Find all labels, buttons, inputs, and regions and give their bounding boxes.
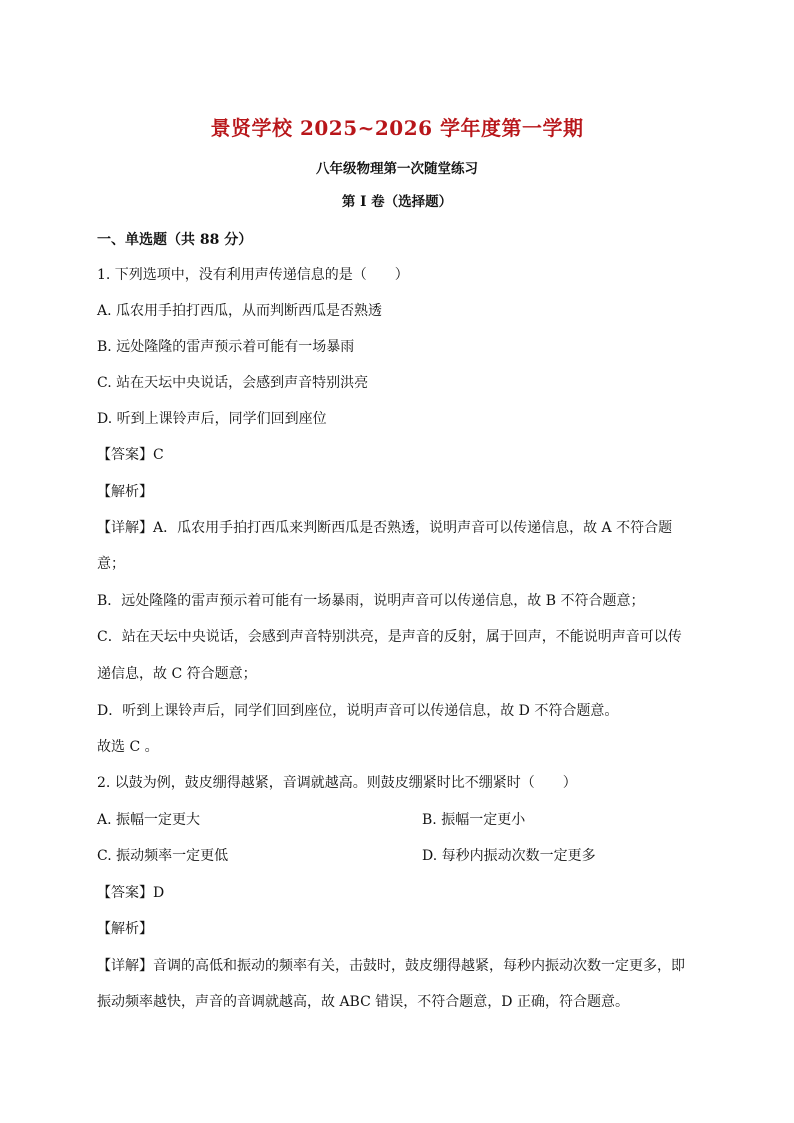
section-heading: 一、单选题（共 88 分） <box>97 232 253 248</box>
q1-detail-line: B．远处隆隆的雷声预示着可能有一场暴雨，说明声音可以传递信息，故 B 不符合题意； <box>97 593 645 609</box>
q1-detail-line: D．听到上课铃声后，同学们回到座位，说明声音可以传递信息，故 D 不符合题意。 <box>97 703 619 719</box>
q2-detail-line: 振动频率越快，声音的音调就越高，故 ABC 错误，不符合题意，D 正确，符合题意。 <box>97 994 629 1010</box>
q2-stem: 2. 以鼓为例，鼓皮绷得越紧，音调就越高。则鼓皮绷紧时比不绷紧时（ ） <box>97 775 577 791</box>
q1-option-b: B. 远处隆隆的雷声预示着可能有一场暴雨 <box>97 339 355 355</box>
q1-stem: 1. 下列选项中，没有利用声传递信息的是（ ） <box>97 267 409 283</box>
q1-analysis-label: 【解析】 <box>97 484 153 500</box>
q1-detail-line: C．站在天坛中央说话，会感到声音特别洪亮，是声音的反射，属于回声，不能说明声音可以传 <box>97 629 682 645</box>
q1-detail-line: 递信息，故 C 符合题意； <box>97 666 257 682</box>
q1-option-d: D. 听到上课铃声后，同学们回到座位 <box>97 411 327 427</box>
q2-option-b: B. 振幅一定更小 <box>422 812 526 828</box>
q2-analysis-label: 【解析】 <box>97 921 153 937</box>
q1-detail-line: 意； <box>97 556 125 572</box>
q1-detail-line: 【详解】A．瓜农用手拍打西瓜来判断西瓜是否熟透，说明声音可以传递信息，故 A 不符合题 <box>97 520 673 536</box>
q1-option-a: A. 瓜农用手拍打西瓜，从而判断西瓜是否熟透 <box>97 303 383 319</box>
page-subtitle: 八年级物理第一次随堂练习 <box>316 161 478 177</box>
q2-option-c: C. 振动频率一定更低 <box>97 848 229 864</box>
q2-detail-line: 【详解】音调的高低和振动的频率有关，击鼓时，鼓皮绷得越紧，每秒内振动次数一定更多，即 <box>97 958 685 974</box>
q1-answer: 【答案】C <box>97 447 164 463</box>
q1-conclusion: 故选 C 。 <box>97 739 159 755</box>
page-title: 景贤学校 2025~2026 学年度第一学期 <box>210 116 584 140</box>
volume-heading: 第 I 卷（选择题） <box>341 194 453 210</box>
q1-option-c: C. 站在天坛中央说话，会感到声音特别洪亮 <box>97 375 369 391</box>
q2-option-a: A. 振幅一定更大 <box>97 812 201 828</box>
q2-answer: 【答案】D <box>97 885 165 901</box>
q2-option-d: D. 每秒内振动次数一定更多 <box>422 848 596 864</box>
